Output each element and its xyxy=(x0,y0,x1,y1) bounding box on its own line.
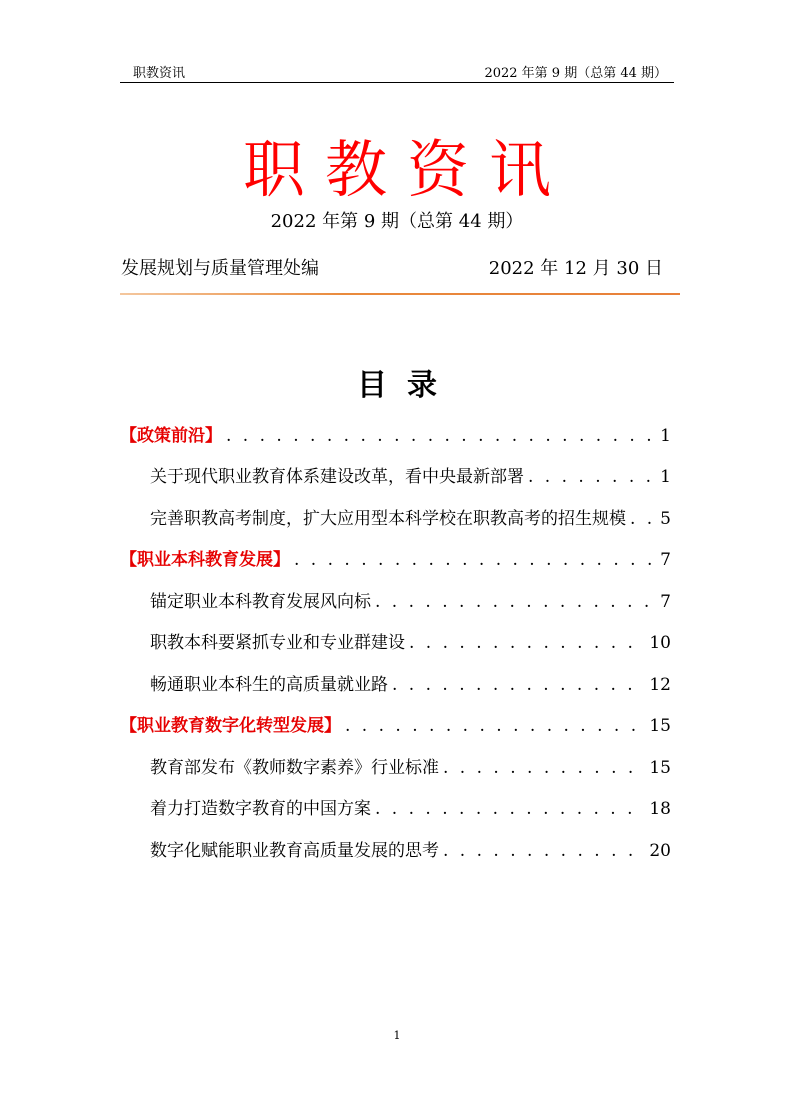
header-divider xyxy=(120,82,674,83)
toc-section[interactable] xyxy=(120,711,671,736)
editor-line: 发展规划与质量管理处编 xyxy=(121,258,319,279)
toc-page-number: 15 xyxy=(649,758,671,778)
running-header-left: 职教资讯 xyxy=(133,66,186,81)
toc-leader xyxy=(375,592,656,612)
toc-item[interactable] xyxy=(150,670,671,695)
toc-page-number: 5 xyxy=(660,509,671,529)
toc-item-title: 完善职教高考制度，扩大应用型本科学校在职教高考的招生规模 xyxy=(150,509,626,529)
toc-item[interactable] xyxy=(150,753,671,778)
toc-page-number: 15 xyxy=(649,716,671,736)
toc-page-number: 1 xyxy=(660,467,671,487)
toc-page-number: 10 xyxy=(649,633,671,653)
toc-page-number: 7 xyxy=(660,592,671,612)
toc-page-number: 7 xyxy=(660,550,671,570)
toc-leader xyxy=(443,841,645,861)
toc-leader xyxy=(443,758,645,778)
masthead-divider xyxy=(120,293,680,295)
toc-leader xyxy=(392,675,645,695)
toc-item[interactable] xyxy=(150,587,671,612)
toc-leader xyxy=(294,550,656,570)
toc-item-title: 关于现代职业教育体系建设改革，看中央最新部署 xyxy=(150,467,524,487)
toc-leader xyxy=(630,509,656,529)
toc-item[interactable] xyxy=(150,504,671,529)
toc-leader xyxy=(345,716,645,736)
toc-section-title: 【政策前沿】 xyxy=(120,426,222,446)
toc-item[interactable] xyxy=(150,836,671,861)
toc-item-title: 锚定职业本科教育发展风向标 xyxy=(150,592,371,612)
toc-item[interactable] xyxy=(150,794,671,819)
toc-item-title: 数字化赋能职业教育高质量发展的思考 xyxy=(150,841,439,861)
toc-leader xyxy=(409,633,645,653)
page-number-footer: 1 xyxy=(393,1029,401,1042)
running-header-right: 2022 年第 9 期（总第 44 期） xyxy=(484,66,667,81)
toc-page-number: 18 xyxy=(649,799,671,819)
toc-item-title: 职教本科要紧抓专业和专业群建设 xyxy=(150,633,405,653)
toc-leader xyxy=(375,799,645,819)
publication-date: 2022 年 12 月 30 日 xyxy=(488,258,663,279)
issue-number: 2022 年第 9 期（总第 44 期） xyxy=(270,211,524,232)
toc-item-title: 教育部发布《教师数字素养》行业标准 xyxy=(150,758,439,778)
toc-item[interactable] xyxy=(150,628,671,653)
toc-section-title: 【职业教育数字化转型发展】 xyxy=(120,716,341,736)
toc-item-title: 着力打造数字教育的中国方案 xyxy=(150,799,371,819)
toc-item-title: 畅通职业本科生的高质量就业路 xyxy=(150,675,388,695)
toc-section[interactable] xyxy=(120,421,671,446)
toc-page-number: 12 xyxy=(649,675,671,695)
toc-page-number: 20 xyxy=(649,841,671,861)
masthead-title: 职教资讯 xyxy=(242,133,571,206)
toc-title: 目录 xyxy=(357,368,457,403)
toc-item[interactable] xyxy=(150,462,671,487)
toc-section[interactable] xyxy=(120,545,671,570)
toc-section-title: 【职业本科教育发展】 xyxy=(120,550,290,570)
toc-leader xyxy=(528,467,656,487)
toc-leader xyxy=(226,426,656,446)
toc-page-number: 1 xyxy=(660,426,671,446)
